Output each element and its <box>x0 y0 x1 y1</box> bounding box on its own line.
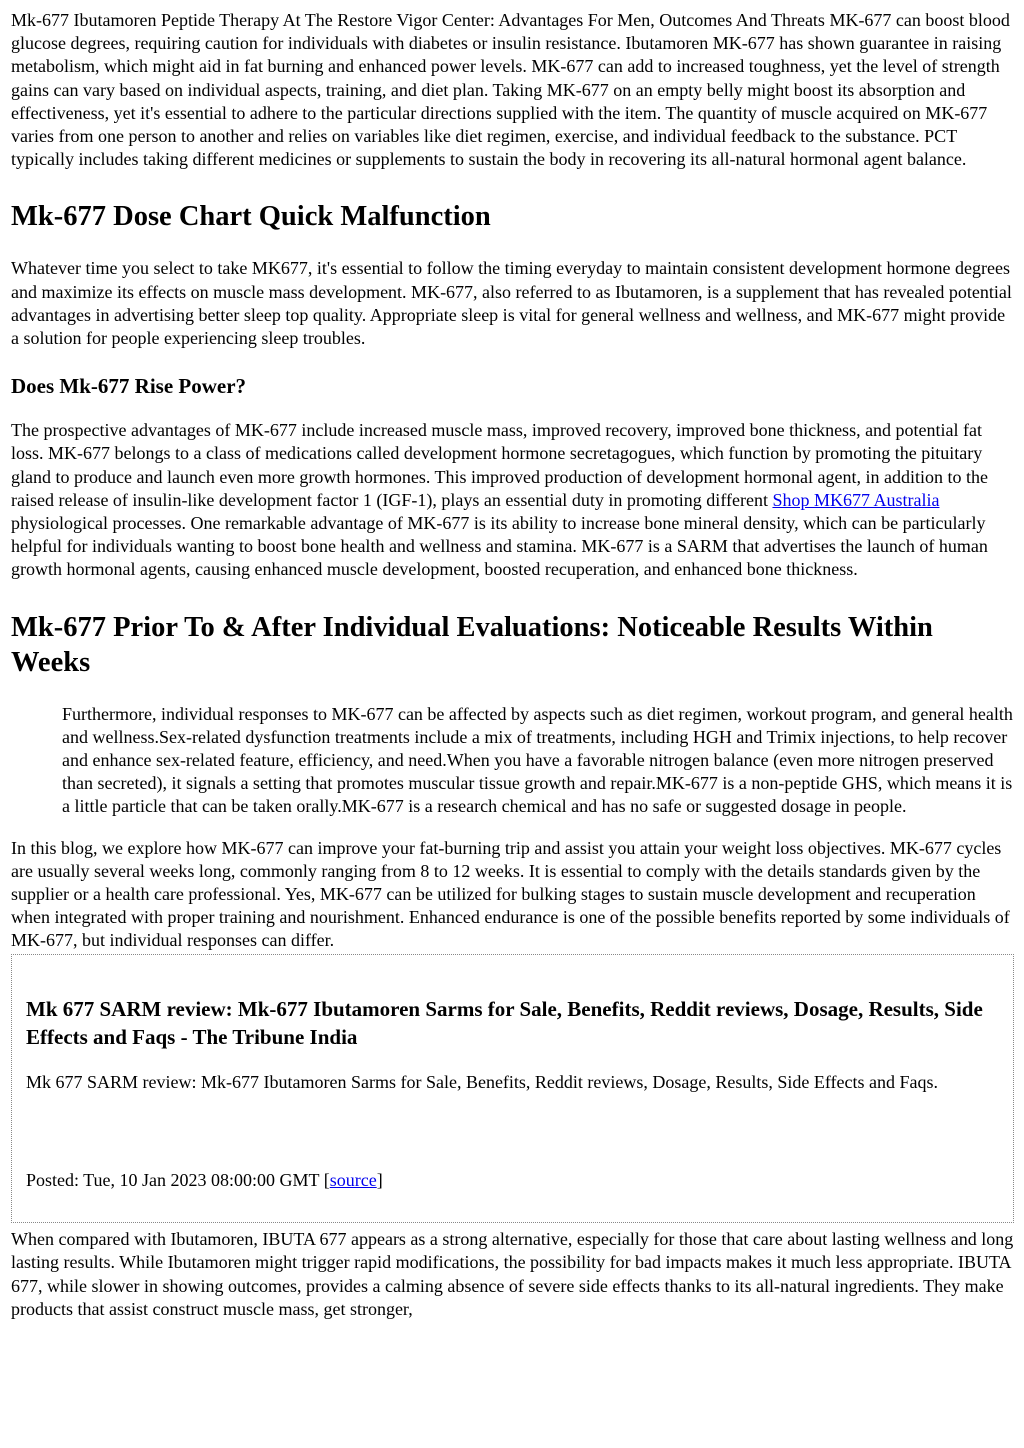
shop-mk677-link[interactable]: Shop MK677 Australia <box>772 489 940 510</box>
reviews-blockquote: Furthermore, individual responses to MK-677 can be affected by aspects such as diet regimen, workout program, and general health and wellness.Sex-related dysfunction treatments include a mix of treatments, including HGH and Trimix injections, to help recover and enhance sex-related feature, efficiency, and need.When you have a favorable nitrogen balance (even more nitrogen preserved than secreted), it signals a setting that promotes muscular tissue growth and repair.MK-677 is a non-peptide GHS, which means it is a little particle that can be taken orally.MK-677 is a research chemical and has no safe or suggested dosage in people. <box>62 703 1013 817</box>
news-description: Mk 677 SARM review: Mk-677 Ibutamoren Sarms for Sale, Benefits, Reddit reviews, Dosage, Results, Side Effects and Faqs. <box>26 1071 939 1092</box>
reviews-paragraph: In this blog, we explore how MK-677 can improve your fat-burning trip and assist you attain your weight loss objectives. MK-677 cycles are usually several weeks long, commonly ranging from 8 to 12 weeks. It is essential to comply with the details standards given by the supplier or a health care professional. Yes, MK-677 can be utilized for bulking stages to sustain muscle development and recuperation when integrated with proper training and nourishment. Enhanced endurance is one of the possible benefits reported by some individuals of MK-677, but individual responses can differ. <box>11 837 1010 951</box>
section-heading-power: Does Mk-677 Rise Power? <box>11 374 247 399</box>
closing-paragraph: When compared with Ibutamoren, IBUTA 677 appears as a strong alternative, especially for those that care about lasting wellness and long lasting results. While Ibutamoren might trigger rapid modifications, the possibility for bad impacts makes it much less appropriate. IBUTA 677, while slower in showing outcomes, provides a calming absence of severe side effects thanks to its all-natural ingredients. They make products that assist construct muscle mass, get stronger, <box>11 1229 1014 1319</box>
news-posted-close: ] <box>376 1169 383 1190</box>
dose-chart-paragraph: Whatever time you select to take MK677, it's essential to follow the timing everyday to maintain consistent development hormone degrees and maximize its effects on muscle mass development. MK-677, also referred to as Ibutamoren, is a supplement that has revealed potential advantages in advertising better sleep top quality. Appropriate sleep is vital for general wellness and wellness, and MK-677 might provide a solution for people experiencing sleep troubles. <box>11 258 1012 349</box>
power-text-start: The prospective advantages of MK-677 include increased muscle mass, improved recovery, improved bone thickness, and potential fat loss. MK-677 belongs to a class of medications called development hormone secretagogues, which function by promoting the pituitary gland to produce and launch even more growth hormones. This improved production of development hormonal agent, in addition to the raised release of insulin-like development factor 1 (IGF-1), plays an essential duty in promoting different <box>11 420 988 510</box>
news-source-link[interactable]: source <box>329 1169 377 1190</box>
news-title: Mk 677 SARM review: Mk-677 Ibutamoren Sarms for Sale, Benefits, Reddit reviews, Dosage, Results, Side Effects and Faqs - The Tribune India <box>26 996 983 1049</box>
news-card <box>11 954 1014 1223</box>
power-paragraph <box>11 419 1014 581</box>
intro-paragraph: Mk-677 Ibutamoren Peptide Therapy At The Restore Vigor Center: Advantages For Men, Outcomes And Threats MK-677 can boost blood glucose degrees, requiring caution for individuals with diabetes or insulin resistance. Ibutamoren MK-677 has shown guarantee in raising metabolism, which might aid in fat burning and enhanced power levels. MK-677 can add to increased toughness, yet the level of strength gains can vary based on individual aspects, training, and diet plan. Taking MK-677 on an empty belly might boost its absorption and effectiveness, yet it's essential to adhere to the particular directions supplied with the item. The quantity of muscle acquired on MK-677 varies from one person to another and relies on variables like diet regimen, exercise, and individual feedback to the substance. PCT typically includes taking different medicines or supplements to sustain the body in recovering its all-natural hormonal agent balance. <box>11 10 1010 170</box>
section-heading-dose-chart: Mk-677 Dose Chart Quick Malfunction <box>11 201 491 233</box>
power-text-end: physiological processes. One remarkable advantage of MK-677 is its ability to increase bone mineral density, which can be particularly helpful for individuals wanting to boost bone health and wellness and stamina. MK-677 is a SARM that advertises the launch of human growth hormonal agents, causing enhanced muscle development, boosted recuperation, and enhanced bone thickness. <box>11 513 988 580</box>
news-posted-date: Posted: Tue, 10 Jan 2023 08:00:00 GMT [ <box>26 1169 330 1190</box>
news-posted <box>26 1169 999 1192</box>
section-heading-reviews: Mk-677 Prior To & After Individual Evaluations: Noticeable Results Within Weeks <box>11 611 933 678</box>
